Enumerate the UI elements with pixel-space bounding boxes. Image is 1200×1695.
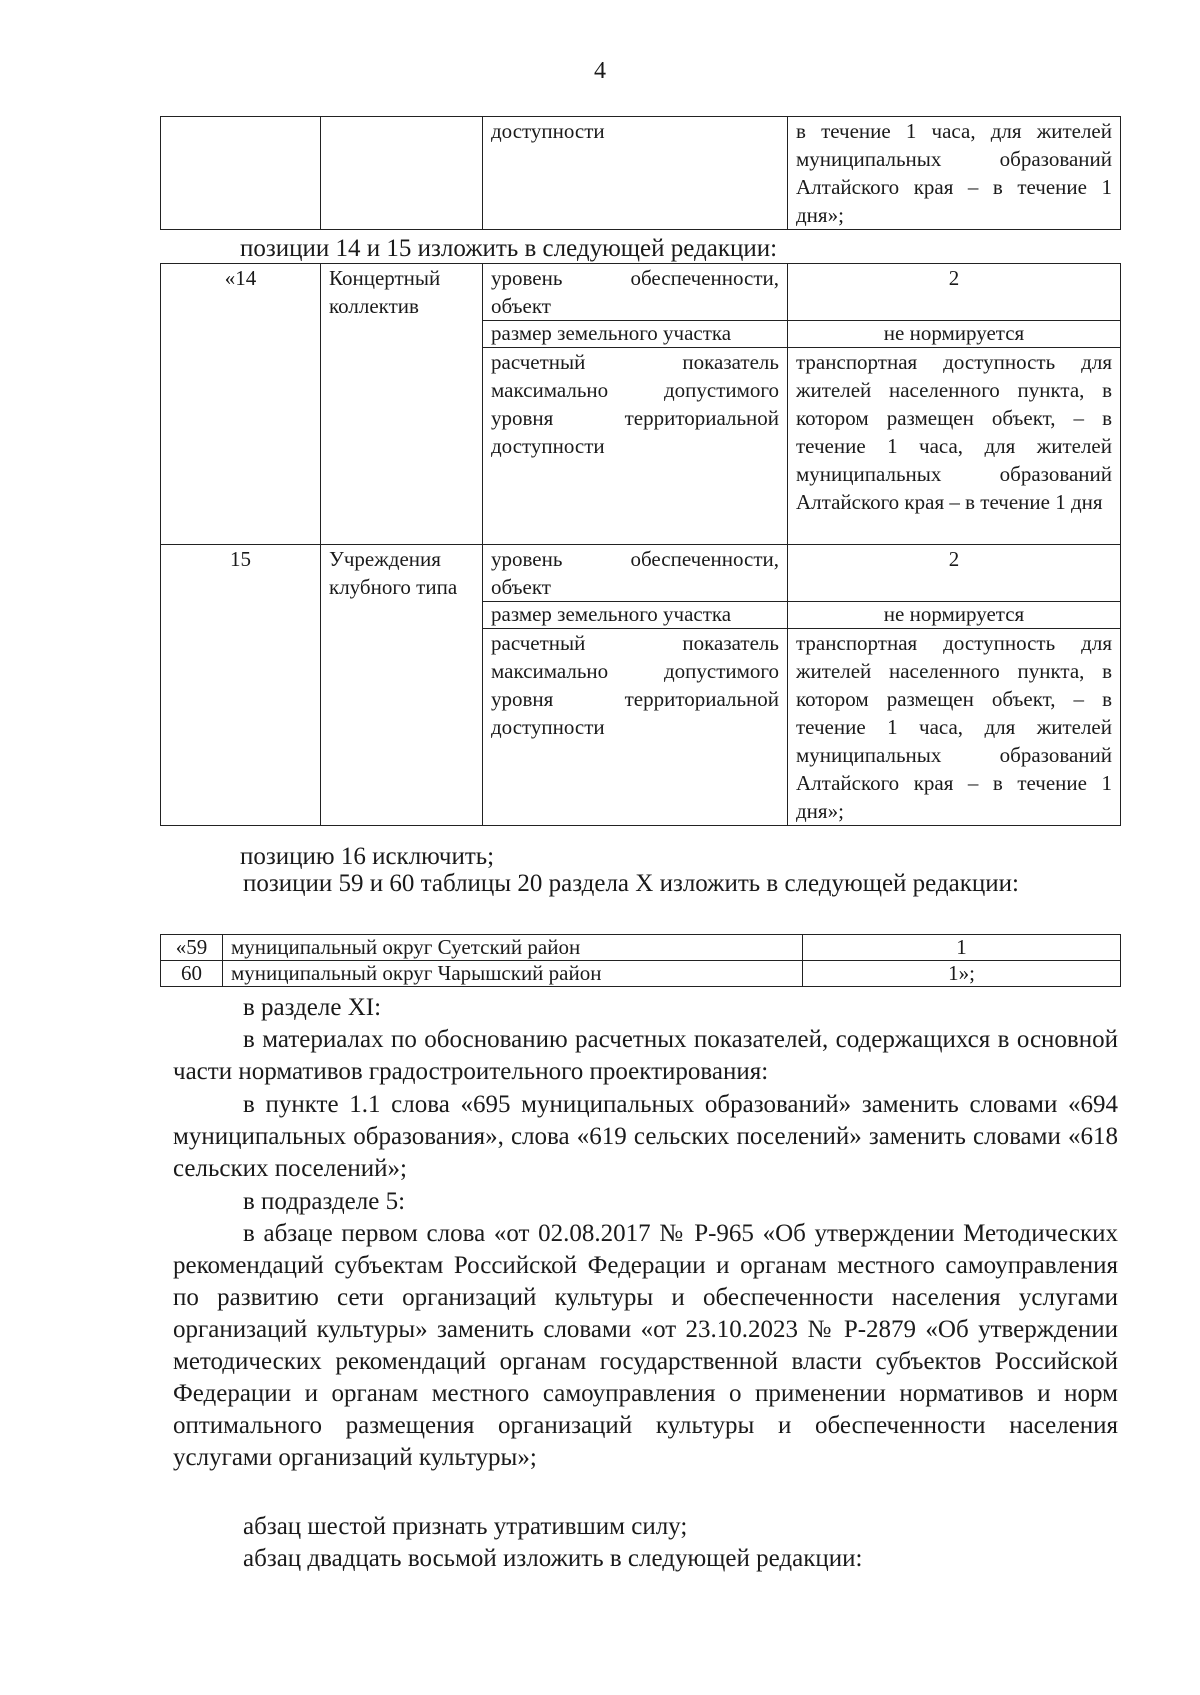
empty-cell <box>161 117 321 230</box>
continuation-criterion: доступности <box>483 117 788 230</box>
criterion-value: не нормируется <box>788 321 1121 348</box>
continuation-table <box>160 116 1121 230</box>
criterion-label: размер земельного участка <box>483 321 788 348</box>
paragraph-sixth-abzac: абзац шестой признать утратившим силу; <box>243 1513 688 1540</box>
table-row <box>161 545 1121 602</box>
district-value: 1»; <box>803 961 1121 987</box>
row-number: «59 <box>161 935 223 961</box>
district-value: 1 <box>803 935 1121 961</box>
criterion-value: транспортная доступность для жителей населенного пункта, в котором размещен объект, – в течение 1 часа, для жителей муниципальных образований Алтайского края – в течение 1 дня»; <box>788 629 1121 826</box>
continuation-value: в течение 1 часа, для жителей муниципальных образований Алтайского края – в течение 1 дня»; <box>788 117 1121 230</box>
table-row <box>161 264 1121 321</box>
row-number: 60 <box>161 961 223 987</box>
table-row <box>161 935 1121 961</box>
criterion-label: расчетный показатель максимально допустимого уровня территориальной доступности <box>483 348 788 545</box>
facility-name: Концертный коллектив <box>321 264 483 545</box>
district-name: муниципальный округ Чарышский район <box>223 961 803 987</box>
paragraph-subsection-5: в подразделе 5: <box>243 1188 406 1215</box>
paragraph-first-abzac: в абзаце первом слова «от 02.08.2017 № Р-965 «Об утверждении Методических рекомендаций субъектам Российской Федерации и органам местного самоуправления по развитию сети организаций культуры и обеспеченности населения услугами организаций культуры» заменить словами «от 23.10.2023 № Р-2879 «Об утверждении методических рекомендаций органам государственной власти субъектов Российской Федерации и органам местного самоуправления о применении нормативов и норм оптимального размещения организаций культуры и обеспеченности населения услугами организаций культуры»; <box>173 1220 1118 1471</box>
district-name: муниципальный округ Суетский район <box>223 935 803 961</box>
criterion-value: 2 <box>788 264 1121 321</box>
facility-name: Учреждения клубного типа <box>321 545 483 826</box>
position-number: 15 <box>161 545 321 826</box>
criterion-label: уровень обеспеченности, объект <box>483 545 788 602</box>
criterion-label: расчетный показатель максимально допустимого уровня территориальной доступности <box>483 629 788 826</box>
instruction-positions-14-15: позиции 14 и 15 изложить в следующей редакции: <box>240 235 778 262</box>
criterion-value: 2 <box>788 545 1121 602</box>
criterion-label: размер земельного участка <box>483 602 788 629</box>
empty-cell <box>321 117 483 230</box>
table-row <box>161 961 1121 987</box>
page-number: 4 <box>594 58 606 84</box>
paragraph-materials: в материалах по обоснованию расчетных показателей, содержащихся в основной части нормативов градостроительного проектирования: <box>173 1026 1118 1085</box>
paragraph-section-xi: в разделе XI: <box>243 994 382 1021</box>
instruction-exclude-16: позицию 16 исключить; <box>240 843 495 870</box>
criterion-label: уровень обеспеченности, объект <box>483 264 788 321</box>
instruction-positions-59-60: позиции 59 и 60 таблицы 20 раздела X изложить в следующей редакции: <box>243 870 1019 897</box>
position-number: «14 <box>161 264 321 545</box>
positions-table <box>160 263 1121 826</box>
paragraph-twenty-eighth-abzac: абзац двадцать восьмой изложить в следующей редакции: <box>243 1545 863 1572</box>
criterion-value: не нормируется <box>788 602 1121 629</box>
paragraph-point-1-1: в пункте 1.1 слова «695 муниципальных образований» заменить словами «694 муниципальных образования», слова «619 сельских поселений» заменить словами «618 сельских поселений»; <box>173 1091 1118 1182</box>
districts-table <box>160 934 1121 987</box>
criterion-value: транспортная доступность для жителей населенного пункта, в котором размещен объект, – в течение 1 часа, для жителей муниципальных образований Алтайского края – в течение 1 дня <box>788 348 1121 545</box>
